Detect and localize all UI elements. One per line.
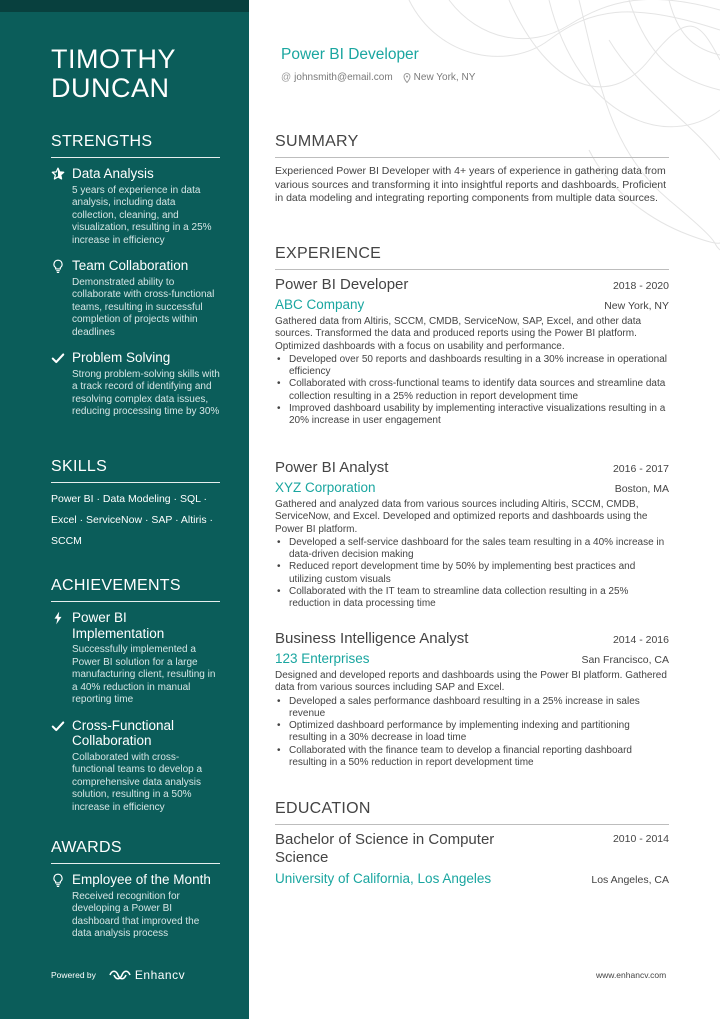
contact-info: [281, 72, 475, 83]
job-dates: 2018 - 2020: [612, 280, 669, 292]
background-contour-pattern: [249, 0, 720, 260]
job-bullets: [275, 696, 669, 770]
job-company[interactable]: ABC Company: [275, 297, 365, 312]
job-description: Designed and developed reports and dashboards using the Power BI platform. Gathered data from various sources including SAP and Excel.: [275, 670, 667, 694]
achievements-heading: ACHIEVEMENTS: [51, 577, 220, 602]
skills-list: Power BI · Data Modeling · SQL · Excel · ServiceNow · SAP · Altiris · SCCM: [51, 493, 214, 547]
job-bullets: [275, 537, 669, 611]
skills-section: [51, 458, 220, 552]
sidebar: [0, 0, 249, 1019]
strength-title: Data Analysis: [72, 166, 154, 181]
education-dates: 2010 - 2014: [612, 833, 669, 845]
strength-desc: Strong problem-solving skills with a track record of identifying and resolving complex data issues, reducing processing time by 30%: [72, 368, 220, 417]
strength-title: Team Collaboration: [72, 258, 189, 273]
location-text: New York, NY: [413, 72, 476, 83]
check-icon: [51, 719, 65, 733]
achievement-title: Power BI Implementation: [72, 610, 165, 641]
enhancv-brand: Enhancv: [134, 968, 186, 982]
job-dates: 2014 - 2016: [612, 634, 669, 646]
sidebar-top-band: [0, 0, 249, 12]
achievements-section: [51, 577, 220, 814]
job-location: New York, NY: [604, 300, 669, 312]
education-heading: EDUCATION: [275, 800, 669, 825]
job-bullet: • Collaborated with the IT team to streamline data collection resulting in a 25% reduction in data processing time: [275, 586, 669, 611]
job-description: Gathered data from Altiris, SCCM, CMDB, ServiceNow, SAP, Excel, and other data sources. Transformed the data and produced reports using the Power BI platform. Optimized dashboards with a focus on usability and performance.: [275, 316, 642, 352]
enhancv-logo-icon: [108, 969, 132, 981]
experience-item: [275, 630, 669, 769]
lightbulb-icon: [51, 259, 65, 273]
strength-item: [51, 258, 220, 339]
education-item: [275, 831, 669, 886]
award-item: [51, 872, 220, 941]
check-icon: [51, 351, 65, 365]
job-bullet: • Collaborated with cross-functional teams to identify data sources and streamline data collection resulting in a 25% reduction in report development time: [275, 378, 669, 403]
school[interactable]: University of California, Los Angeles: [275, 871, 492, 886]
experience-item: [275, 276, 669, 428]
job-company[interactable]: 123 Enterprises: [275, 651, 370, 666]
awards-heading: AWARDS: [51, 839, 220, 864]
at-icon: @: [281, 72, 292, 83]
strength-desc: 5 years of experience in data analysis, including data collection, cleaning, and visualization, resulting in a 25% increase in efficiency: [72, 184, 212, 246]
summary-text: Experienced Power BI Developer with 4+ years of experience in gathering data from various sources and transforming it into insightful reports and dashboards. Proficient in data modeling and integrating reporting components from multiple data sources.: [275, 165, 667, 204]
star-icon: [51, 167, 65, 181]
summary-heading: SUMMARY: [275, 133, 669, 158]
achievement-item: [51, 610, 220, 707]
powered-by: [51, 968, 185, 982]
strength-item: [51, 166, 220, 247]
job-bullet: • Developed over 50 reports and dashboards resulting in a 30% increase in operational efficiency: [275, 354, 669, 379]
job-bullet: • Improved dashboard usability by implementing interactive visualizations resulting in a 20% increase in user engagement: [275, 403, 669, 428]
enhancv-logo[interactable]: [108, 968, 185, 982]
strength-title: Problem Solving: [72, 350, 171, 365]
job-role: Power BI Developer: [275, 276, 409, 293]
job-title: Power BI Developer: [281, 46, 419, 63]
job-location: Boston, MA: [614, 483, 669, 495]
job-bullet: • Collaborated with the finance team to develop a financial reporting dashboard resulting in a 50% reduction in report development time: [275, 745, 669, 770]
strength-desc: Demonstrated ability to collaborate with cross-functional teams, resulting in successful completion of projects within deadlines: [72, 276, 215, 338]
strength-item: [51, 350, 220, 419]
job-description: Gathered and analyzed data from various sources including Altiris, SCCM, CMDB, ServiceNow, and Excel. Developed and optimized reports and dashboards using the Power BI platform.: [275, 499, 648, 535]
job-role: Business Intelligence Analyst: [275, 630, 469, 647]
degree: Bachelor of Science in Computer Science: [275, 831, 495, 866]
job-role: Power BI Analyst: [275, 459, 389, 476]
achievement-title: Cross-Functional Collaboration: [72, 717, 175, 748]
experience-heading: EXPERIENCE: [275, 245, 669, 270]
contact-email[interactable]: [281, 72, 393, 83]
lightbulb-icon: [51, 873, 65, 887]
candidate-name: TIMOTHY DUNCAN: [51, 44, 176, 103]
experience-item: [275, 459, 669, 611]
skills-heading: SKILLS: [51, 458, 220, 483]
job-bullets: [275, 354, 669, 428]
bolt-icon: [51, 611, 65, 625]
achievement-item: [51, 718, 220, 815]
strengths-section: [51, 133, 220, 419]
powered-by-label: Powered by: [51, 970, 96, 980]
job-bullet: • Developed a sales performance dashboard resulting in a 25% increase in sales revenue: [275, 696, 669, 721]
job-dates: 2016 - 2017: [612, 463, 669, 475]
job-company[interactable]: XYZ Corporation: [275, 480, 376, 495]
job-location: San Francisco, CA: [581, 654, 669, 666]
award-desc: Received recognition for developing a Power BI dashboard that improved the data analysis process: [72, 890, 200, 939]
contact-location: [403, 72, 476, 83]
email-text: johnsmith@email.com: [294, 72, 393, 83]
awards-section: [51, 839, 220, 941]
achievement-desc: Successfully implemented a Power BI solution for a large manufacturing client, resulting in a 40% reduction in manual reporting time: [72, 644, 216, 705]
job-bullet: • Developed a self-service dashboard for the sales team resulting in a 40% increase in data-driven decision making: [275, 537, 669, 562]
job-bullet: • Reduced report development time by 50% by implementing best practices and utilizing custom visuals: [275, 561, 669, 586]
award-title: Employee of the Month: [72, 872, 211, 887]
education-location: Los Angeles, CA: [591, 874, 669, 886]
job-bullet: • Optimized dashboard performance by implementing indexing and partitioning resulting in a 30% decrease in load time: [275, 720, 669, 745]
achievement-desc: Collaborated with cross-functional teams to develop a comprehensive data analysis solution, resulting in a 50% increase in efficiency: [72, 751, 203, 813]
strengths-heading: STRENGTHS: [51, 133, 220, 158]
footer-url[interactable]: www.enhancv.com: [596, 970, 667, 980]
location-pin-icon: [403, 73, 411, 83]
